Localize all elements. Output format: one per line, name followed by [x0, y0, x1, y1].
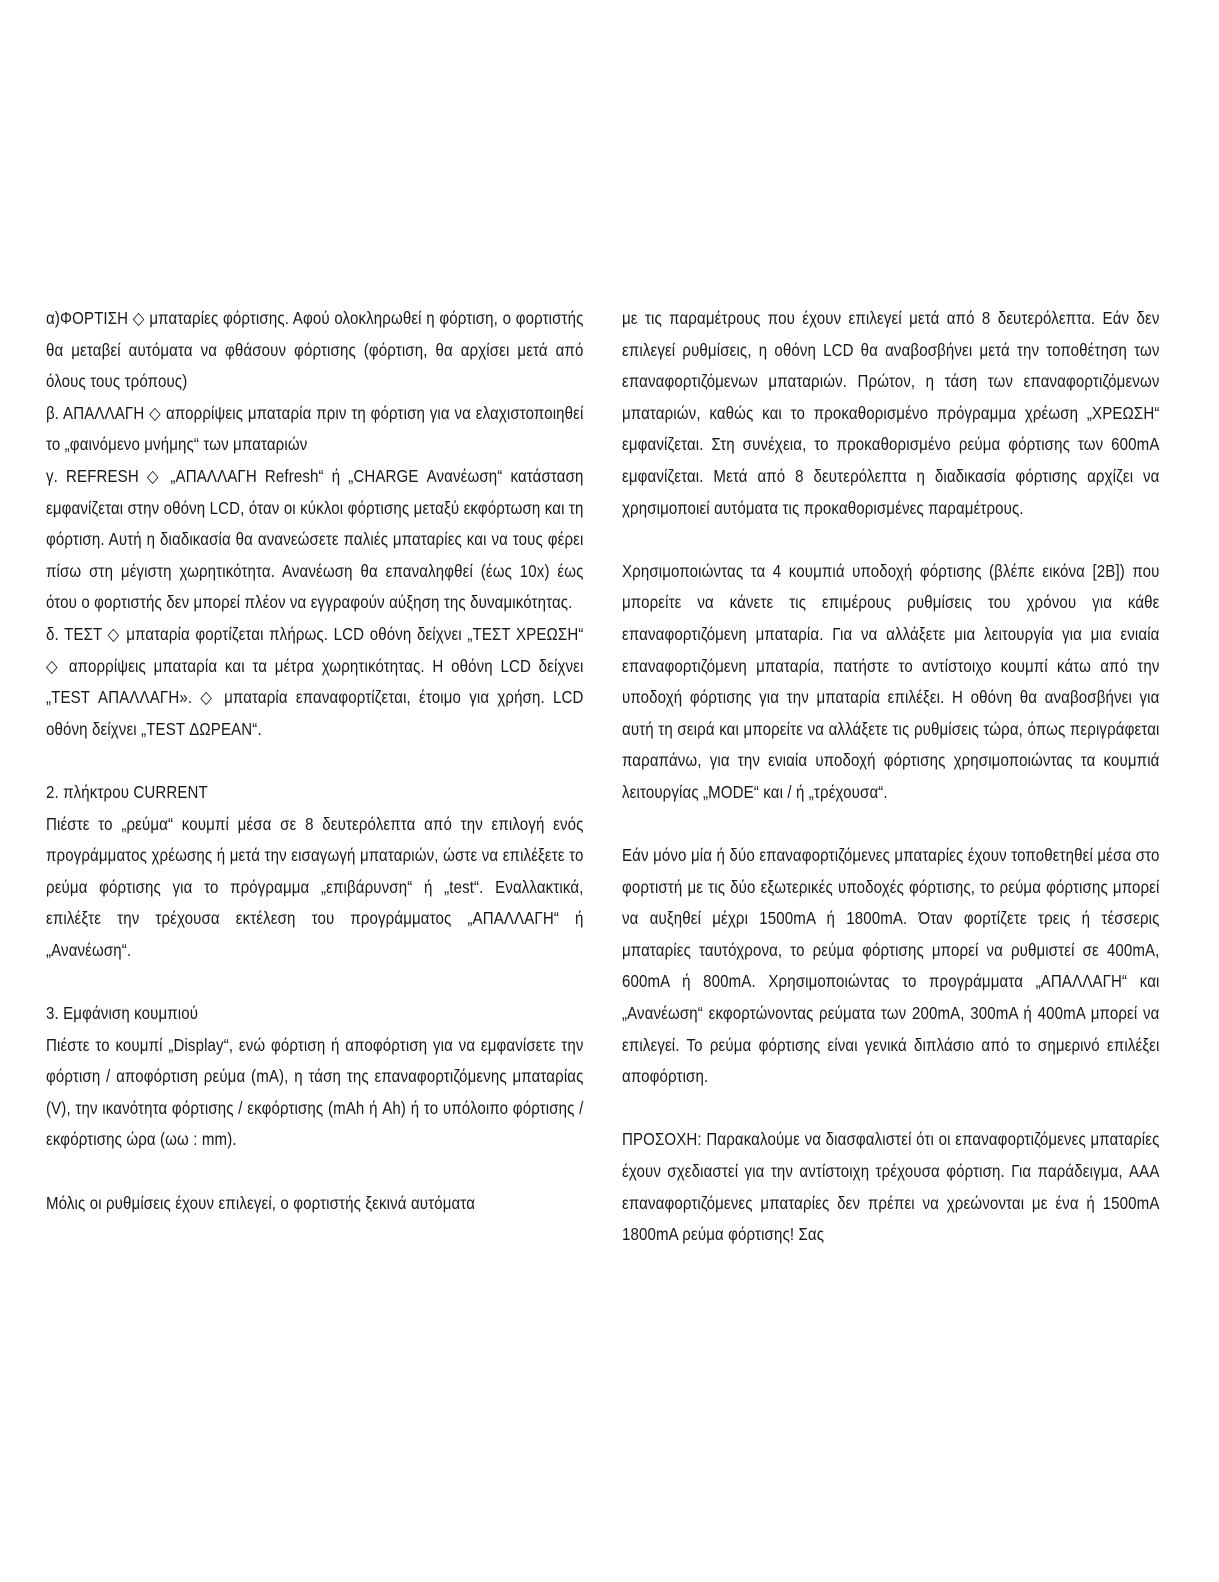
- spacer: [622, 809, 1160, 841]
- left-column: [46, 303, 584, 1219]
- paragraph-charge-mode: α)ΦΟΡΤΙΣΗ ◇ μπαταρίες φόρτισης. Αφού ολοκληρωθεί η φόρτιση, ο φορτιστής θα μεταβεί αυτόματα να φθάσουν φόρτισης (φόρτιση, θα αρχίσει μετά από όλους τους τρόπους): [46, 308, 584, 392]
- section-3-heading: 3. Εμφάνιση κουμπιού: [46, 1003, 199, 1024]
- right-column: [622, 303, 1160, 1251]
- paragraph-test-mode: δ. ΤΕΣΤ ◇ μπαταρία φορτίζεται πλήρως. LCD οθόνη δείχνει „ΤΕΣΤ ΧΡΕΩΣΗ“ ◇ απορρίψεις μπαταρία και τα μέτρα χωρητικότητας. Η οθόνη LCD δείχνει „TEST ΑΠΑΛΛΑΓΗ». ◇ μπαταρία επαναφορτίζεται, έτοιμο για χρήση. LCD οθόνη δείχνει „TEST ΔΩΡΕΑΝ“.: [46, 623, 584, 739]
- section-2-heading: 2. πλήκτρου CURRENT: [46, 781, 208, 802]
- section-3-body: Πιέστε το κουμπί „Display“, ενώ φόρτιση ή αποφόρτιση για να εμφανίσετε την φόρτιση / αποφόρτιση ρεύμα (mA), η τάση της επαναφορτιζόμενης μπαταρίας (V), την ικανότητα φόρτισης / εκφόρτισης (mAh ή Ah) ή το υπόλοιπο φόρτισης / εκφόρτισης ώρα (ωω : mm).: [46, 1034, 584, 1150]
- spacer: [622, 524, 1160, 556]
- paragraph-default-parameters: με τις παραμέτρους που έχουν επιλεγεί μετά από 8 δευτερόλεπτα. Εάν δεν επιλεγεί ρυθμίσεις, η οθόνη LCD θα αναβοσβήνει μετά την τοποθέτηση των επαναφορτιζόμενων μπαταριών. Πρώτον, η τάση των επαναφορτιζόμενων μπαταριών, καθώς και το προκαθορισμένο πρόγραμμα χρέωση „ΧΡΕΩΣΗ“ εμφανίζεται. Στη συνέχεια, το προκαθορισμένο ρεύμα φόρτισης των 600mA εμφανίζεται. Μετά από 8 δευτερόλεπτα η διαδικασία φόρτισης αρχίζει να χρησιμοποιεί αυτόματα τις προκαθορισμένες παραμέτρους.: [622, 308, 1160, 518]
- spacer: [46, 966, 584, 998]
- spacer: [46, 745, 584, 777]
- paragraph-caution: ΠΡΟΣΟΧΗ: Παρακαλούμε να διασφαλιστεί ότι οι επαναφορτιζόμενες μπαταρίες έχουν σχεδιαστεί για την αντίστοιχη τρέχουσα φόρτιση. Για παράδειγμα, AAA επαναφορτιζόμενες μπαταρίες δεν πρέπει να χρεώνονται με ένα ή 1500mA 1800mA ρεύμα φόρτισης! Σας: [622, 1129, 1160, 1245]
- spacer: [46, 1156, 584, 1188]
- spacer: [622, 1093, 1160, 1125]
- paragraph-auto-start: Μόλις οι ρυθμίσεις έχουν επιλεγεί, ο φορτιστής ξεκινά αυτόματα: [46, 1192, 476, 1213]
- paragraph-refresh-mode: γ. REFRESH ◇ „ΑΠΑΛΛΑΓΗ Refresh“ ή „CHARGE Ανανέωση“ κατάσταση εμφανίζεται στην οθόνη LCD, όταν οι κύκλοι φόρτισης μεταξύ εκφόρτωση και τη φόρτιση. Αυτή η διαδικασία θα ανανεώσετε παλιές μπαταρίες και να τους φέρει πίσω στη μέγιστη χωρητικότητα. Ανανέωση θα επαναληφθεί (έως 10x) έως ότου ο φορτιστής δεν μπορεί πλέον να εγγραφούν αύξηση της δυναμικότητας.: [46, 465, 584, 613]
- paragraph-discharge-mode: β. ΑΠΑΛΛΑΓΗ ◇ απορρίψεις μπαταρία πριν τη φόρτιση για να ελαχιστοποιηθεί το „φαινόμενο μνήμης“ των μπαταριών: [46, 402, 584, 455]
- section-2-body: Πιέστε το „ρεύμα“ κουμπί μέσα σε 8 δευτερόλεπτα από την επιλογή ενός προγράμματος χρέωσης ή μετά την εισαγωγή μπαταριών, ώστε να επιλέξετε το ρεύμα φόρτισης για το πρόγραμμα „επιβάρυνση“ ή „test“. Εναλλακτικά, επιλέξτε την τρέχουσα εκτέλεση του προγράμματος „ΑΠΑΛΛΑΓΗ“ ή „Ανανέωση“.: [46, 813, 584, 960]
- paragraph-charging-current: Εάν μόνο μία ή δύο επαναφορτιζόμενες μπαταρίες έχουν τοποθετηθεί μέσα στο φορτιστή με τις δύο εξωτερικές υποδοχές φόρτισης, το ρεύμα φόρτισης μπορεί να αυξηθεί μέχρι 1500mA ή 1800mA. Όταν φορτίζετε τρεις ή τέσσερις μπαταρίες ταυτόχρονα, το ρεύμα φόρτισης μπορεί να ρυθμιστεί σε 400mA, 600mA ή 800mA. Χρησιμοποιώντας το προγράμματα „ΑΠΑΛΛΑΓΗ“ και „Ανανέωση“ εκφορτώνοντας ρεύματα των 200mA, 300mA ή 400mA μπορεί να επιλεγεί. Το ρεύμα φόρτισης είναι γενικά διπλάσιο από το σημερινό επιλέξει αποφόρτιση.: [622, 845, 1160, 1087]
- paragraph-slot-buttons: Χρησιμοποιώντας τα 4 κουμπιά υποδοχή φόρτισης (βλέπε εικόνα [2B]) που μπορείτε να κάνετε τις επιμέρους ρυθμίσεις του χρόνου για κάθε επαναφορτιζόμενη μπαταρία. Για να αλλάξετε μια λειτουργία για μια ενιαία επαναφορτιζόμενη μπαταρία, πατήστε το αντίστοιχο κουμπί κάτω από την υποδοχή φόρτισης για την μπαταρία επιλέξει. Η οθόνη θα αναβοσβήνει για αυτή τη σειρά και μπορείτε να αλλάξετε τις ρυθμίσεις τώρα, όπως περιγράφεται παραπάνω, για την ενιαία υποδοχή φόρτισης χρησιμοποιώντας τα κουμπιά λειτουργίας „MODE“ και / ή „τρέχουσα“.: [622, 560, 1160, 802]
